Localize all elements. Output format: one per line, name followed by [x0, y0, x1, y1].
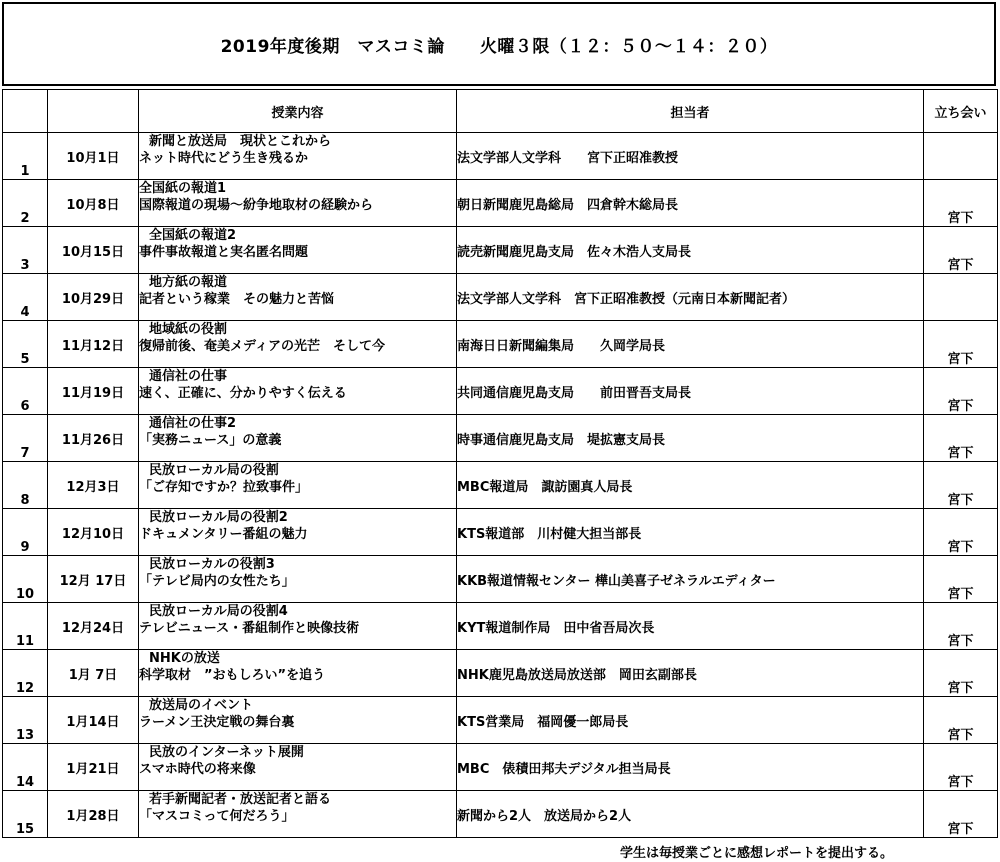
header-no	[3, 90, 48, 133]
content-line-1: 全国紙の報道2	[149, 228, 237, 243]
attendance: 宮下	[924, 556, 998, 603]
attendance: 宮下	[924, 321, 998, 368]
content-line-2: ドキュメンタリー番組の魅力	[139, 527, 308, 542]
lecture-date: 12月3日	[48, 462, 139, 509]
content-line-1: NHKの放送	[149, 651, 220, 666]
attendance: 宮下	[924, 791, 998, 838]
lecturer: 南海日日新聞編集局 久岡学局長	[457, 321, 924, 368]
content-line-1: 全国紙の報道1	[139, 181, 227, 196]
attendance: 宮下	[924, 603, 998, 650]
table-row	[3, 791, 998, 838]
lecture-content	[139, 509, 457, 556]
page-title: 2019年度後期 マスコミ論 火曜３限（１２：５０～１４：２０）	[220, 36, 778, 57]
attendance: 宮下	[924, 368, 998, 415]
table-row	[3, 133, 998, 180]
content-line-2: 科学取材 ”おもしろい”を追う	[139, 668, 326, 683]
content-line-2: 「テレビ局内の女性たち」	[139, 574, 295, 589]
lecture-date: 12月24日	[48, 603, 139, 650]
table-row	[3, 462, 998, 509]
lecturer: KYT報道制作局 田中省吾局次長	[457, 603, 924, 650]
content-line-1: 放送局のイベント	[149, 698, 254, 713]
lecturer: 法文学部人文学科 宮下正昭准教授（元南日本新聞記者）	[457, 274, 924, 321]
footnote: 学生は毎授業ごとに感想レポートを提出する。	[620, 846, 894, 861]
lecture-content	[139, 415, 457, 462]
lecture-date: 10月29日	[48, 274, 139, 321]
table-row	[3, 180, 998, 227]
row-number: 10	[3, 556, 48, 603]
header-staff: 担当者	[457, 90, 924, 133]
attendance: 宮下	[924, 227, 998, 274]
table-row	[3, 556, 998, 603]
lecture-content	[139, 274, 457, 321]
lecturer: 朝日新聞鹿児島総局 四倉幹木総局長	[457, 180, 924, 227]
row-number: 2	[3, 180, 48, 227]
schedule-rows	[3, 133, 998, 838]
table-row	[3, 509, 998, 556]
lecturer: KTS報道部 川村健大担当部長	[457, 509, 924, 556]
row-number: 5	[3, 321, 48, 368]
lecture-date: 1月28日	[48, 791, 139, 838]
lecture-date: 10月8日	[48, 180, 139, 227]
content-line-1: 民放ローカル局の役割4	[149, 604, 288, 619]
lecturer: KKB報道情報センター 樺山美喜子ゼネラルエディター	[457, 556, 924, 603]
content-line-2: 「実務ニュース」の意義	[139, 433, 282, 448]
table-row	[3, 368, 998, 415]
table-row	[3, 227, 998, 274]
row-number: 1	[3, 133, 48, 180]
lecture-date: 12月10日	[48, 509, 139, 556]
lecture-content	[139, 603, 457, 650]
content-line-1: 新聞と放送局 現状とこれから	[149, 134, 332, 149]
content-line-1: 地域紙の役割	[149, 322, 228, 337]
content-line-1: 民放ローカルの役割3	[149, 557, 275, 572]
content-line-2: テレビニュース・番組制作と映像技術	[139, 621, 360, 636]
header-content: 授業内容	[139, 90, 457, 133]
attendance: 宮下	[924, 180, 998, 227]
content-line-2: 記者という稼業 その魅力と苦悩	[139, 292, 335, 307]
lecturer: 読売新聞鹿児島支局 佐々木浩人支局長	[457, 227, 924, 274]
lecturer: NHK鹿児島放送局放送部 岡田玄副部長	[457, 650, 924, 697]
lecture-date: 1月21日	[48, 744, 139, 791]
attendance: 宮下	[924, 509, 998, 556]
content-line-1: 地方紙の報道	[149, 275, 228, 290]
lecturer: KTS営業局 福岡優一郎局長	[457, 697, 924, 744]
lecture-date: 11月19日	[48, 368, 139, 415]
lecture-content	[139, 368, 457, 415]
lecture-content	[139, 227, 457, 274]
table-row	[3, 744, 998, 791]
lecture-content	[139, 791, 457, 838]
lecture-content	[139, 697, 457, 744]
lecture-content	[139, 462, 457, 509]
row-number: 13	[3, 697, 48, 744]
lecturer: 時事通信鹿児島支局 堤拡憲支局長	[457, 415, 924, 462]
attendance: 宮下	[924, 744, 998, 791]
attendance	[924, 274, 998, 321]
lecturer: 共同通信鹿児島支局 前田晋吾支局長	[457, 368, 924, 415]
row-number: 14	[3, 744, 48, 791]
content-line-1: 通信社の仕事	[149, 369, 228, 384]
lecture-date: 10月1日	[48, 133, 139, 180]
lecturer: MBC報道局 諏訪園真人局長	[457, 462, 924, 509]
table-row	[3, 603, 998, 650]
lecture-content	[139, 321, 457, 368]
content-line-1: 若手新聞記者・放送記者と語る	[149, 792, 332, 807]
content-line-1: 民放ローカル局の役割	[149, 463, 279, 478]
lecture-date: 11月26日	[48, 415, 139, 462]
lecture-date: 1月14日	[48, 697, 139, 744]
content-line-2: ネット時代にどう生き残るか	[139, 151, 309, 166]
schedule-table	[2, 89, 998, 838]
attendance: 宮下	[924, 415, 998, 462]
attendance: 宮下	[924, 650, 998, 697]
attendance: 宮下	[924, 697, 998, 744]
content-line-2: 事件事故報道と実名匿名問題	[139, 245, 309, 260]
lecture-content	[139, 650, 457, 697]
content-line-2: スマホ時代の将来像	[139, 762, 256, 777]
lecture-content	[139, 744, 457, 791]
table-row	[3, 650, 998, 697]
content-line-1: 通信社の仕事2	[149, 416, 237, 431]
row-number: 3	[3, 227, 48, 274]
lecture-date: 1月 7日	[48, 650, 139, 697]
table-row	[3, 274, 998, 321]
row-number: 11	[3, 603, 48, 650]
lecture-content	[139, 133, 457, 180]
row-number: 6	[3, 368, 48, 415]
header-attend: 立ち会い	[924, 90, 998, 133]
table-row	[3, 697, 998, 744]
table-row	[3, 415, 998, 462]
lecture-date: 12月 17日	[48, 556, 139, 603]
content-line-2: 復帰前後、奄美メディアの光芒 そして今	[139, 339, 385, 354]
lecturer: MBC 俵積田邦夫デジタル担当局長	[457, 744, 924, 791]
content-line-2: 「マスコミって何だろう」	[139, 809, 295, 824]
lecturer: 法文学部人文学科 宮下正昭准教授	[457, 133, 924, 180]
row-number: 9	[3, 509, 48, 556]
header-row	[3, 90, 998, 133]
row-number: 4	[3, 274, 48, 321]
content-line-2: 速く、正確に、分かりやすく伝える	[139, 386, 347, 401]
row-number: 15	[3, 791, 48, 838]
row-number: 8	[3, 462, 48, 509]
lecture-date: 10月15日	[48, 227, 139, 274]
lecture-date: 11月12日	[48, 321, 139, 368]
attendance	[924, 133, 998, 180]
lecture-content	[139, 180, 457, 227]
table-row	[3, 321, 998, 368]
lecturer: 新聞から2人 放送局から2人	[457, 791, 924, 838]
row-number: 12	[3, 650, 48, 697]
content-line-2: 「ご存知ですか？拉致事件」	[139, 480, 309, 495]
title-box	[2, 2, 996, 86]
lecture-content	[139, 556, 457, 603]
row-number: 7	[3, 415, 48, 462]
attendance: 宮下	[924, 462, 998, 509]
content-line-2: 国際報道の現場～紛争地取材の経験から	[139, 198, 374, 213]
header-date	[48, 90, 139, 133]
content-line-2: ラーメン王決定戦の舞台裏	[139, 715, 295, 730]
content-line-1: 民放ローカル局の役割2	[149, 510, 288, 525]
content-line-1: 民放のインターネット展開	[149, 745, 304, 760]
